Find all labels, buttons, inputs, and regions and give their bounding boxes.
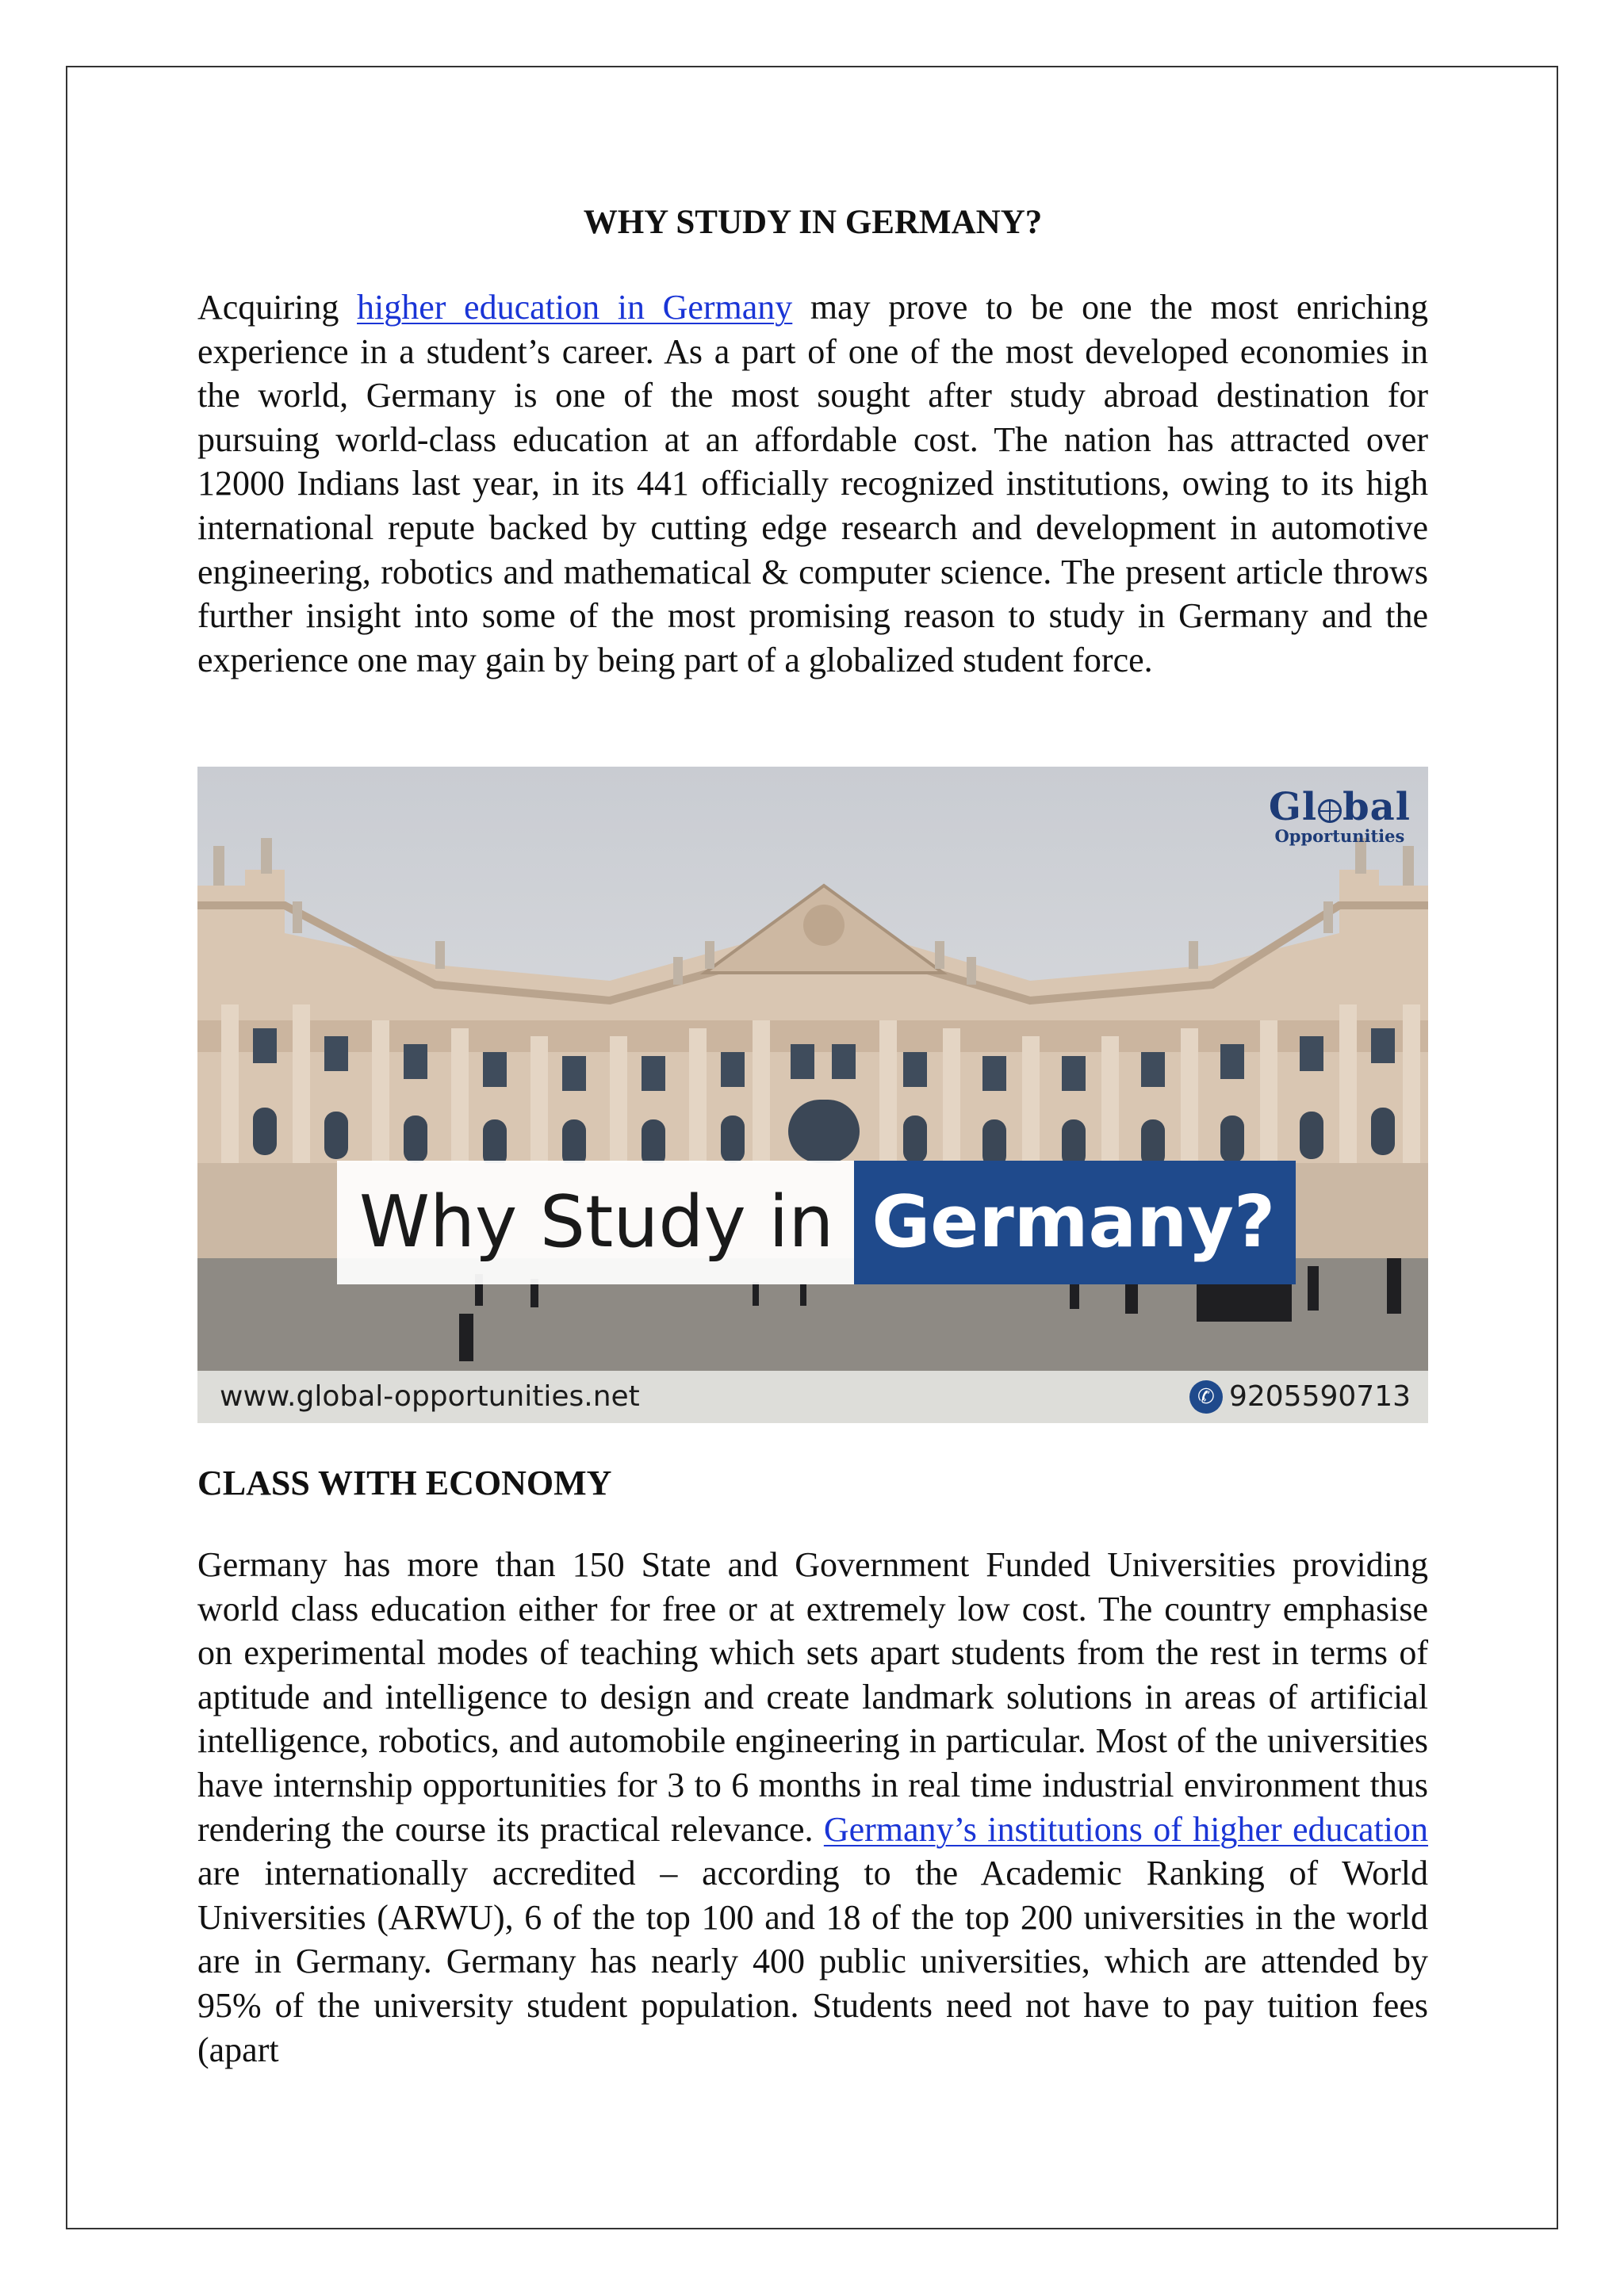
intro-paragraph bbox=[197, 285, 1428, 682]
section-paragraph bbox=[197, 1543, 1428, 2072]
phone-icon: ✆ bbox=[1189, 1380, 1223, 1414]
higher-education-link[interactable]: higher education in Germany bbox=[357, 288, 793, 327]
section-text-start: Germany has more than 150 State and Government Funded Universities providing world class education either for free or at extremely low cost. The country emphasise on experimental modes of teaching which sets apart students from the rest in terms of aptitude and intelligence to design and create landmark solutions in areas of artificial intelligence, robotics, and automobile engineering in particular. Most of the universities have internship opportunities for 3 to 6 months in real time industrial environment thus rendering the course its practical relevance. bbox=[197, 1545, 1428, 1849]
website-url: www.global-opportunities.net bbox=[220, 1380, 640, 1413]
logo-suffix: bal bbox=[1342, 785, 1411, 829]
banner-text-left: Why Study in bbox=[337, 1161, 854, 1284]
banner-text-right: Germany? bbox=[854, 1161, 1296, 1284]
section-text-end: are internationally accredited – according to the Academic Ranking of World Universities (ARWU), 6 of the top 100 and 18 of the top 200 universities in the world are in Germany. Germany has nearly 400 public universities, which are attended by 95% of the university student population. Students need not have to pay tuition fees (apart bbox=[197, 1854, 1428, 2069]
phone-number: 9205590713 bbox=[1228, 1380, 1411, 1413]
hero-footer-bar bbox=[197, 1371, 1428, 1423]
intro-text-end: may prove to be one the most enriching experience in a student’s career. As a part of one of the most developed economies in the world, Germany is one of the most sought after study abroad destination for pursuing world-class education at an affordable cost. The nation has attracted over 12000 Indians last year, in its 441 officially recognized institutions, owing to its high international repute backed by cutting edge research and development in automotive engineering, robotics and mathematical & computer science. The present article throws further insight into some of the most promising reason to study in Germany and the experience one may gain by being part of a globalized student force. bbox=[197, 288, 1428, 679]
hero-image bbox=[197, 767, 1428, 1423]
institutions-link[interactable]: Germany’s institutions of higher education bbox=[823, 1809, 1429, 1849]
logo-wordmark bbox=[1269, 787, 1411, 827]
section-heading: CLASS WITH ECONOMY bbox=[197, 1464, 612, 1502]
phone-contact bbox=[1189, 1379, 1411, 1415]
global-opportunities-logo bbox=[1269, 787, 1411, 846]
page-title: WHY STUDY IN GERMANY? bbox=[583, 204, 1043, 241]
logo-prefix: Gl bbox=[1268, 785, 1318, 829]
globe-icon bbox=[1318, 799, 1342, 823]
hero-banner bbox=[337, 1161, 1296, 1284]
intro-text-start: Acquiring bbox=[197, 288, 358, 327]
logo-subtitle: Opportunities bbox=[1274, 826, 1405, 846]
university-building-illustration bbox=[197, 767, 1428, 1423]
